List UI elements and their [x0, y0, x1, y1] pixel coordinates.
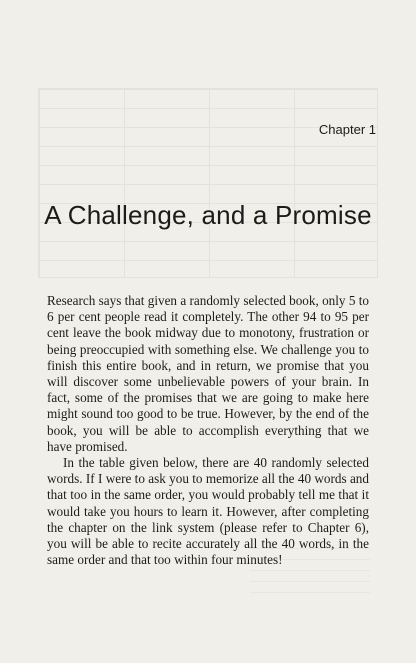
paragraph-1: Research says that given a randomly selected book, only 5 to 6 per cent people read it completely. The other 94 to 95 per cent leave the book midway due to monotony, frustration or being preoccupied with something else. We challenge you to finish this entire book, and in return, we promise that you will discover some unbelievable powers of your brain. In fact, some of the promises that we are going to make here might sound too good to be true. However, by the end of the book, you will be able to accomplish everything that we have promised.	[47, 293, 369, 454]
body-text	[47, 293, 369, 568]
bleed-through-table	[38, 88, 378, 278]
paragraph-2: In the table given below, there are 40 randomly selected words. If I were to ask you to memorize all the 40 words and that too in the same order, you would probably tell me that it would take you hours to learn it. However, after completing the chapter on the link system (please refer to Chapter 6), you will be able to recite accurately all the 40 words, in the same order and that too within four minutes!	[47, 455, 369, 568]
chapter-number: Chapter 1	[318, 122, 376, 137]
bleed-through-grid	[38, 88, 378, 278]
chapter-title: A Challenge, and a Promise	[44, 200, 372, 230]
